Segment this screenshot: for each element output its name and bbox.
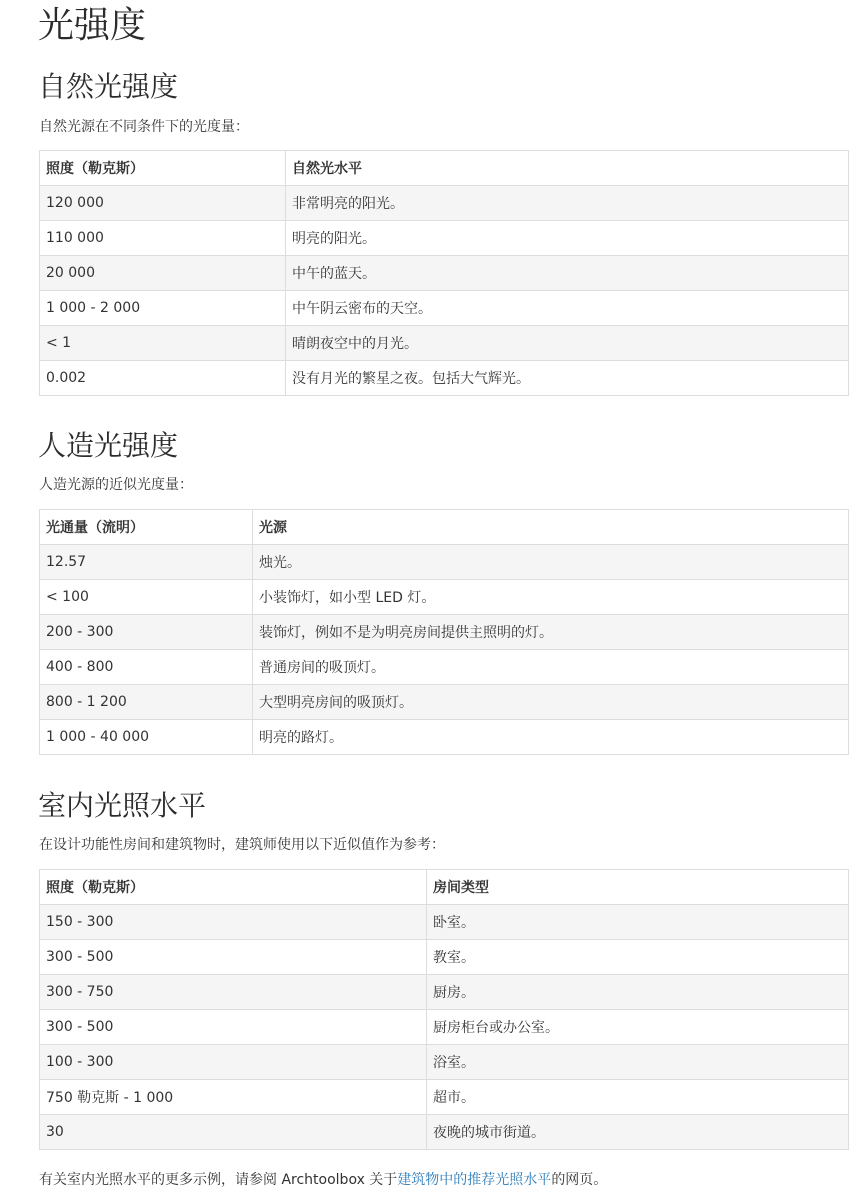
table-cell: 20 000 [40,256,286,291]
table-row [40,326,849,361]
table-row [40,256,849,291]
table-row [40,905,849,940]
table-cell: 卧室。 [427,905,849,940]
table-cell: 中午阴云密布的天空。 [286,291,849,326]
table-row [40,545,849,580]
table-row [40,1080,849,1115]
table-cell: 明亮的路灯。 [253,720,849,755]
table-row [40,615,849,650]
column-header: 照度（勒克斯） [40,870,427,905]
column-header: 光源 [253,510,849,545]
table-cell: 明亮的阳光。 [286,221,849,256]
table-row [40,940,849,975]
table-cell: 110 000 [40,221,286,256]
table-cell: 厨房。 [427,975,849,1010]
section-heading-indoor-light: 室内光照水平 [38,789,207,822]
section-intro-artificial-light: 人造光源的近似光度量： [39,477,193,493]
table-row [40,580,849,615]
table-cell: 教室。 [427,940,849,975]
table-cell: < 100 [40,580,253,615]
table-cell: 小装饰灯，如小型 LED 灯。 [253,580,849,615]
footer-text-after: 的网页。 [551,1172,608,1188]
table-cell: 夜晚的城市街道。 [427,1115,849,1150]
table-row [40,1115,849,1150]
table-row [40,1010,849,1045]
table-cell: 超市。 [427,1080,849,1115]
table-header-row [40,510,849,545]
column-header: 房间类型 [427,870,849,905]
table-cell: 150 - 300 [40,905,427,940]
table-row [40,720,849,755]
footer-text-before: 有关室内光照水平的更多示例，请参阅 Archtoolbox 关于 [39,1172,398,1188]
table-cell: 中午的蓝天。 [286,256,849,291]
table-row [40,361,849,396]
table-cell: 烛光。 [253,545,849,580]
table-header-row [40,151,849,186]
table-cell: 300 - 750 [40,975,427,1010]
table-cell: 200 - 300 [40,615,253,650]
table-cell: 厨房柜台或办公室。 [427,1010,849,1045]
section-intro-indoor-light: 在设计功能性房间和建筑物时，建筑师使用以下近似值作为参考： [39,837,445,853]
table-cell: 12.57 [40,545,253,580]
table-cell: 非常明亮的阳光。 [286,186,849,221]
table-cell: 300 - 500 [40,940,427,975]
table-cell: 750 勒克斯 - 1 000 [40,1080,427,1115]
table-cell: 120 000 [40,186,286,221]
table-header-row [40,870,849,905]
table-cell: 800 - 1 200 [40,685,253,720]
page-title: 光强度 [38,5,147,46]
column-header: 自然光水平 [286,151,849,186]
column-header: 光通量（流明） [40,510,253,545]
table-cell: 1 000 - 2 000 [40,291,286,326]
natural-light-table [39,150,849,396]
table-cell: 100 - 300 [40,1045,427,1080]
table-cell: 300 - 500 [40,1010,427,1045]
table-row [40,291,849,326]
indoor-light-table [39,869,849,1150]
recommended-lighting-levels-link[interactable]: 建筑物中的推荐光照水平 [397,1172,552,1188]
table-row [40,221,849,256]
table-cell: 400 - 800 [40,650,253,685]
table-cell: 装饰灯，例如不是为明亮房间提供主照明的灯。 [253,615,849,650]
table-cell: 30 [40,1115,427,1150]
footer-note [39,1170,607,1190]
table-row [40,685,849,720]
table-cell: 晴朗夜空中的月光。 [286,326,849,361]
table-row [40,186,849,221]
artificial-light-table [39,509,849,755]
column-header: 照度（勒克斯） [40,151,286,186]
table-cell: 浴室。 [427,1045,849,1080]
table-row [40,650,849,685]
table-cell: 普通房间的吸顶灯。 [253,650,849,685]
section-heading-artificial-light: 人造光强度 [38,429,179,462]
section-intro-natural-light: 自然光源在不同条件下的光度量： [39,119,249,135]
table-cell: 没有月光的繁星之夜。包括大气辉光。 [286,361,849,396]
table-row [40,1045,849,1080]
table-cell: 0.002 [40,361,286,396]
table-cell: 1 000 - 40 000 [40,720,253,755]
table-row [40,975,849,1010]
section-heading-natural-light: 自然光强度 [38,70,179,103]
table-cell: 大型明亮房间的吸顶灯。 [253,685,849,720]
table-cell: < 1 [40,326,286,361]
